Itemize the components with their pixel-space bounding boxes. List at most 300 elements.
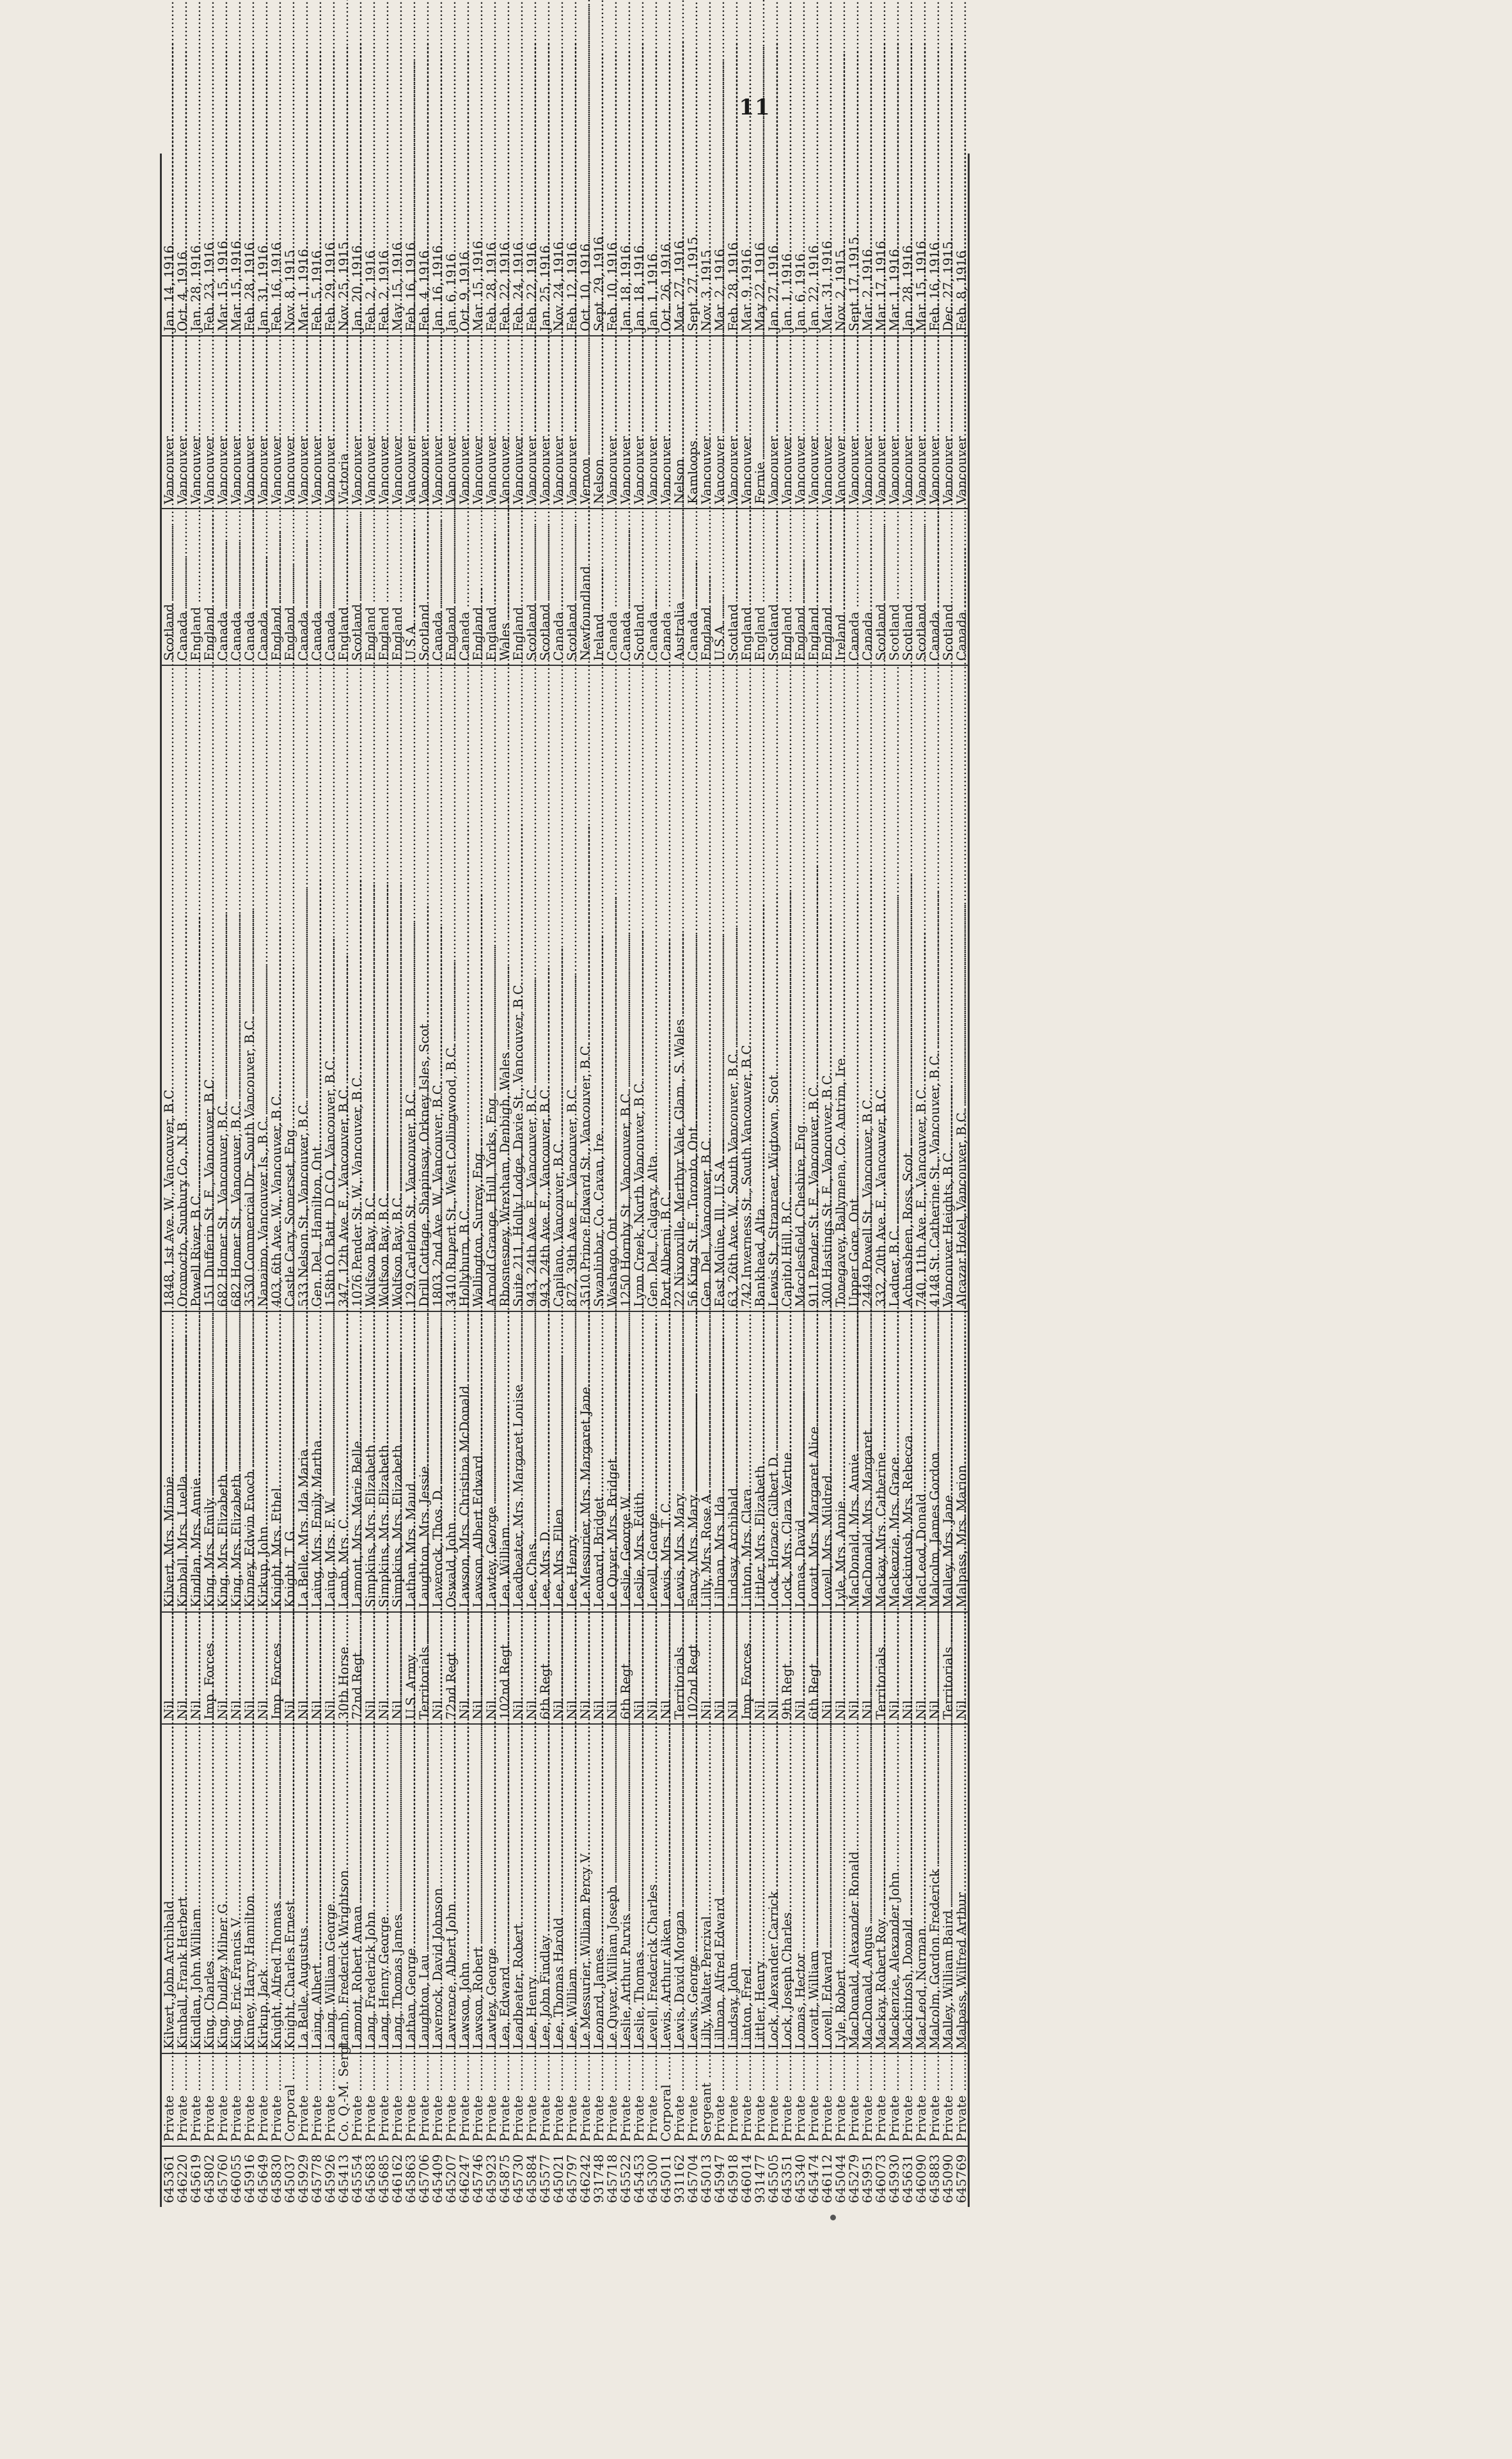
next-of-kin-cell: Lilly, Mrs. Rose A. .....: [699, 1311, 713, 1612]
birthplace-cell: Scotland .....: [887, 509, 901, 665]
date-of-enlistment-cell: Feb. 22, 1916: [498, 154, 511, 336]
next-of-kin-cell: Laverock, Thos. D. .....: [430, 1311, 444, 1612]
address-cell: Powell River, B.C. .....: [189, 665, 202, 1311]
birthplace-cell: England .....: [820, 509, 833, 665]
regimental-number-cell: 645554: [349, 2154, 365, 2203]
former-corps-cell: Nil .....: [484, 1612, 498, 1724]
regimental-number-cell: 645505: [765, 2154, 781, 2203]
address-cell: Arnold Grange, Hull, Yorks, Eng. .....: [484, 665, 498, 1311]
rank-cell: Private .....: [216, 2053, 229, 2146]
soldier-name-cell: Lewis, David Morgan .....: [672, 1724, 686, 2053]
next-of-kin-cell: Lee, Mrs. Ellen .....: [551, 1311, 565, 1612]
soldier-name-cell: Lindsay, John .....: [726, 1724, 739, 2053]
date-of-enlistment-cell: Sept. 27, 1915: [686, 154, 699, 336]
birthplace-cell: Canada .....: [618, 509, 632, 665]
next-of-kin-cell: Lock, Horace Gilbert D. .....: [766, 1311, 780, 1612]
former-corps-cell: Nil .....: [229, 1612, 242, 1724]
table-row: [592, 154, 605, 2207]
former-corps-cell: Nil .....: [189, 1612, 202, 1724]
rank-cell: Private .....: [524, 2053, 538, 2146]
date-of-enlistment-cell: Jan. 18, 1916: [632, 154, 645, 336]
birthplace-cell: Canada .....: [216, 509, 229, 665]
soldier-name-cell: Knight, Charles Ernest .....: [283, 1724, 296, 2053]
rank-cell: Private .....: [175, 2053, 189, 2146]
date-of-enlistment-cell: Feb. 8, 1916: [954, 154, 969, 336]
address-cell: Drill Cottage, Shapinsay, Orkney Isles, Scot. .....: [417, 665, 430, 1311]
table-row: [377, 154, 390, 2207]
birthplace-cell: England .....: [739, 509, 753, 665]
table-row: [216, 154, 229, 2207]
birthplace-cell: Canada .....: [847, 509, 860, 665]
regimental-number-cell: 645361: [161, 2146, 176, 2207]
next-of-kin-cell: Kinney, Edwin Enoch .....: [242, 1311, 256, 1612]
place-of-enlistment-cell: Nelson .....: [672, 336, 686, 509]
regimental-number-cell: 931748: [590, 2154, 606, 2203]
date-of-enlistment-cell: Jan. 18, 1916: [618, 154, 632, 336]
former-corps-cell: Nil .....: [457, 1612, 471, 1724]
next-of-kin-cell: King, Mrs. Emily .....: [202, 1311, 216, 1612]
former-corps-cell: U.S. Army .....: [404, 1612, 417, 1724]
date-of-enlistment-cell: Feb. 2, 1916: [363, 154, 377, 336]
address-cell: 1250 Hornby St., Vancouver, B.C. .....: [618, 665, 632, 1311]
next-of-kin-cell: Lee, Henry .....: [565, 1311, 578, 1612]
next-of-kin-cell: Lee, Mrs. D. .....: [538, 1311, 551, 1612]
rank-cell: Private .....: [444, 2053, 457, 2146]
date-of-enlistment-cell: Sept. 17, 1915: [847, 154, 860, 336]
former-corps-cell: Nil .....: [847, 1612, 860, 1724]
soldier-name-cell: Lilly, Walter Percival .....: [699, 1724, 713, 2053]
next-of-kin-cell: Knight, Mrs. Ethel .....: [269, 1311, 283, 1612]
soldier-name-cell: MacDonald, Alexander Ronald .....: [847, 1724, 860, 2053]
former-corps-cell: Nil .....: [659, 1612, 672, 1724]
place-of-enlistment-cell: Vancouver .....: [350, 336, 363, 509]
birthplace-cell: Canada .....: [605, 509, 618, 665]
rank-cell: Private .....: [269, 2053, 283, 2146]
date-of-enlistment-cell: Jan. 25, 1916: [538, 154, 551, 336]
place-of-enlistment-cell: Vancouver .....: [713, 336, 726, 509]
table-row: [444, 154, 457, 2207]
birthplace-cell: Australia .....: [672, 509, 686, 665]
next-of-kin-cell: Lawson, Mrs. Christina McDonald .....: [457, 1311, 471, 1612]
former-corps-cell: Nil .....: [753, 1612, 766, 1724]
former-corps-cell: Territorials .....: [417, 1612, 430, 1724]
rank-cell: Private .....: [498, 2053, 511, 2146]
regimental-number-cell: 645577: [537, 2154, 553, 2203]
address-cell: Macclesfield, Cheshire, Eng. .....: [793, 665, 807, 1311]
next-of-kin-cell: Kilvert, Mrs. Minnie .....: [161, 1311, 176, 1612]
table-row: [524, 154, 538, 2207]
soldier-name-cell: Mackintosh, Donald .....: [901, 1724, 914, 2053]
place-of-enlistment-cell: Vancouver .....: [444, 336, 457, 509]
address-cell: Nanaimo, Vancouver Is., B.C. .....: [256, 665, 269, 1311]
regimental-number-cell: 646220: [174, 2154, 190, 2203]
soldier-name-cell: La Belle, Augustus .....: [296, 1724, 310, 2053]
regimental-number-cell: 645884: [523, 2154, 539, 2203]
former-corps-cell: Nil .....: [242, 1612, 256, 1724]
soldier-name-cell: Kilvert, John Archibald .....: [161, 1724, 176, 2053]
former-corps-cell: Nil .....: [766, 1612, 780, 1724]
table-row: [793, 154, 807, 2207]
place-of-enlistment-cell: Vancouver .....: [726, 336, 739, 509]
table-row: [941, 154, 954, 2207]
address-cell: 911 Pender St. E., Vancouver, B.C. .....: [807, 665, 820, 1311]
next-of-kin-cell: Le Quyer, Mrs. Bridget .....: [605, 1311, 618, 1612]
place-of-enlistment-cell: Vancouver .....: [498, 336, 511, 509]
rank-cell: Private .....: [820, 2053, 833, 2146]
former-corps-cell: Nil .....: [713, 1612, 726, 1724]
regimental-number-cell: 646242: [577, 2154, 593, 2203]
former-corps-cell: Nil .....: [914, 1612, 927, 1724]
birthplace-cell: Newfoundland .....: [578, 509, 592, 665]
birthplace-cell: Scotland .....: [632, 509, 645, 665]
former-corps-cell: Nil .....: [605, 1612, 618, 1724]
place-of-enlistment-cell: Vancouver .....: [699, 336, 713, 509]
next-of-kin-cell: Leadbeater, Mrs. Margaret Louise .....: [511, 1311, 524, 1612]
next-of-kin-cell: Lathan, Mrs. Maud .....: [404, 1311, 417, 1612]
date-of-enlistment-cell: Jan. 31, 1916: [256, 154, 269, 336]
place-of-enlistment-cell: Kamloops .....: [686, 336, 699, 509]
next-of-kin-cell: Lock, Mrs. Clara Vertue .....: [780, 1311, 793, 1612]
table-row: [914, 154, 927, 2207]
next-of-kin-cell: King, Mrs. Elizabeth .....: [229, 1311, 242, 1612]
date-of-enlistment-cell: Jan. 6, 1916: [444, 154, 457, 336]
next-of-kin-cell: Linton, Mrs. Clara .....: [739, 1311, 753, 1612]
rank-cell: Private .....: [256, 2053, 269, 2146]
soldier-name-cell: King, Charles .....: [202, 1724, 216, 2053]
address-cell: Lewis St., Stranraer, Wigtown, Scot. .....: [766, 665, 780, 1311]
birthplace-cell: England .....: [189, 509, 202, 665]
birthplace-cell: Scotland .....: [524, 509, 538, 665]
former-corps-cell: Nil .....: [296, 1612, 310, 1724]
place-of-enlistment-cell: Vancouver .....: [256, 336, 269, 509]
former-corps-cell: 72nd Regt. .....: [444, 1612, 457, 1724]
next-of-kin-cell: Lovell, Mrs. Mildred .....: [820, 1311, 833, 1612]
birthplace-cell: Canada .....: [175, 509, 189, 665]
rank-cell: Private .....: [430, 2053, 444, 2146]
table-row: [860, 154, 874, 2207]
regimental-number-cell: 645760: [214, 2154, 230, 2203]
address-cell: Vancouver Heights, B.C. .....: [941, 665, 954, 1311]
birthplace-cell: England .....: [390, 509, 404, 665]
next-of-kin-cell: Mackay, Mrs. Catherine .....: [874, 1311, 887, 1612]
former-corps-cell: Nil .....: [833, 1612, 847, 1724]
place-of-enlistment-cell: Vancouver .....: [659, 336, 672, 509]
birthplace-cell: Canada .....: [659, 509, 672, 665]
address-cell: 3530 Commercial Dr., South Vancouver, B.C. .....: [242, 665, 256, 1311]
table-row: [954, 154, 969, 2207]
table-row: [833, 154, 847, 2207]
rank-cell: Private .....: [807, 2053, 820, 2146]
date-of-enlistment-cell: Sept. 29, 1916: [592, 154, 605, 336]
birthplace-cell: Ireland .....: [833, 509, 847, 665]
rank-cell: Private .....: [296, 2053, 310, 2146]
former-corps-cell: Nil .....: [565, 1612, 578, 1724]
table-row: [578, 154, 592, 2207]
former-corps-cell: Nil .....: [524, 1612, 538, 1724]
table-row: [471, 154, 484, 2207]
former-corps-cell: Imp. Forces .....: [202, 1612, 216, 1724]
next-of-kin-cell: MacDonald, Mrs. Annie .....: [847, 1311, 860, 1612]
date-of-enlistment-cell: Mar. 2, 1916: [713, 154, 726, 336]
address-cell: 4148 St. Catherine St., Vancouver, B.C. .....: [927, 665, 941, 1311]
regimental-number-cell: 645916: [241, 2154, 257, 2203]
former-corps-cell: Nil .....: [390, 1612, 404, 1724]
rank-cell: Private .....: [189, 2053, 202, 2146]
address-cell: 56 King St. E., Toronto, Ont. .....: [686, 665, 699, 1311]
regimental-number-cell: 645883: [926, 2154, 942, 2203]
regimental-number-cell: 645926: [322, 2154, 338, 2203]
next-of-kin-cell: Lindsay, Archibald .....: [726, 1311, 739, 1612]
regimental-number-cell: 645037: [281, 2154, 297, 2203]
next-of-kin-cell: Simpkins, Mrs. Elizabeth .....: [377, 1311, 390, 1612]
address-cell: 872, 39th Ave. E., Vancouver, B.C. .....: [565, 665, 578, 1311]
birthplace-cell: Canada .....: [430, 509, 444, 665]
soldier-name-cell: Malley, William Baird .....: [941, 1724, 954, 2053]
soldier-name-cell: Levell, Frederick Charles .....: [645, 1724, 659, 2053]
soldier-name-cell: Leadbeater, Robert .....: [511, 1724, 524, 2053]
place-of-enlistment-cell: Vancouver .....: [430, 336, 444, 509]
soldier-name-cell: King, Eric Francis V. .....: [229, 1724, 242, 2053]
place-of-enlistment-cell: Vancouver .....: [887, 336, 901, 509]
address-cell: Wallington, Surrey, Eng. .....: [471, 665, 484, 1311]
former-corps-cell: Territorials .....: [874, 1612, 887, 1724]
next-of-kin-cell: Mackenzie, Mrs. Grace .....: [887, 1311, 901, 1612]
former-corps-cell: Nil .....: [551, 1612, 565, 1724]
date-of-enlistment-cell: Feb. 12, 1916: [565, 154, 578, 336]
table-row: [283, 154, 296, 2207]
date-of-enlistment-cell: Dec. 27, 1915: [941, 154, 954, 336]
table-row: [618, 154, 632, 2207]
next-of-kin-cell: Lamb, Mrs. C. .....: [336, 1311, 350, 1612]
address-cell: 682 Homer St., Vancouver, B.C. .....: [229, 665, 242, 1311]
address-cell: Wolfson Bay, B.C. .....: [363, 665, 377, 1311]
place-of-enlistment-cell: Vancouver .....: [847, 336, 860, 509]
address-cell: 682 Homer St., Vancouver, B.C. .....: [216, 665, 229, 1311]
table-row: [350, 154, 363, 2207]
regimental-number-cell: 645797: [563, 2154, 579, 2203]
regimental-number-cell: 645619: [187, 2154, 203, 2203]
date-of-enlistment-cell: Feb. 28, 1916: [242, 154, 256, 336]
place-of-enlistment-cell: Vancouver .....: [551, 336, 565, 509]
soldier-name-cell: Lawrence, Albert John .....: [444, 1724, 457, 2053]
address-cell: 1848, 1st Ave. W., Vancouver, B.C. .....: [161, 665, 176, 1311]
date-of-enlistment-cell: Nov. 25, 1915: [336, 154, 350, 336]
former-corps-cell: Nil .....: [310, 1612, 323, 1724]
soldier-name-cell: Lamont, Robert Aman .....: [350, 1724, 363, 2053]
place-of-enlistment-cell: Vancouver .....: [161, 336, 176, 509]
date-of-enlistment-cell: Mar. 15, 1916: [471, 154, 484, 336]
date-of-enlistment-cell: Mar. 17, 1916: [874, 154, 887, 336]
rank-cell: Private .....: [672, 2053, 686, 2146]
next-of-kin-cell: Kirkup, John .....: [256, 1311, 269, 1612]
place-of-enlistment-cell: Vancouver .....: [538, 336, 551, 509]
next-of-kin-cell: Lea, William .....: [498, 1311, 511, 1612]
table-row: [739, 154, 753, 2207]
date-of-enlistment-cell: May 22, 1916: [753, 154, 766, 336]
table-row: [189, 154, 202, 2207]
next-of-kin-cell: Kimball, Mrs. Luella .....: [175, 1311, 189, 1612]
table-row: [296, 154, 310, 2207]
former-corps-cell: Nil .....: [323, 1612, 336, 1724]
place-of-enlistment-cell: Vancouver .....: [807, 336, 820, 509]
next-of-kin-cell: Laughton, Mrs. Jessie .....: [417, 1311, 430, 1612]
address-cell: Gen. Del., Hamilton, Ont. .....: [310, 665, 323, 1311]
soldier-name-cell: Lillman, Alfred Edward .....: [713, 1724, 726, 2053]
birthplace-cell: Scotland .....: [161, 509, 176, 665]
next-of-kin-cell: Lillman, Mrs. Ida .....: [713, 1311, 726, 1612]
date-of-enlistment-cell: Oct. 10, 1916: [578, 154, 592, 336]
regimental-number-cell: 645830: [268, 2154, 284, 2203]
address-cell: Oromocto, Sunbury Co., N.B. .....: [175, 665, 189, 1311]
former-corps-cell: Imp. Forces .....: [269, 1612, 283, 1724]
date-of-enlistment-cell: Mar. 2, 1916: [860, 154, 874, 336]
place-of-enlistment-cell: Vancouver .....: [283, 336, 296, 509]
rank-cell: Private .....: [242, 2053, 256, 2146]
soldier-name-cell: Lee, Henry .....: [524, 1724, 538, 2053]
table-row: [242, 154, 256, 2207]
soldier-name-cell: Lyle, Robert .....: [833, 1724, 847, 2053]
next-of-kin-cell: Lee, Chas. .....: [524, 1311, 538, 1612]
regimental-number-cell: 645683: [362, 2154, 378, 2203]
address-cell: Rhosnesney, Wrexham, Denbigh, Wales .....: [498, 665, 511, 1311]
date-of-enlistment-cell: Nov. 2, 1915: [833, 154, 847, 336]
place-of-enlistment-cell: Vancouver .....: [645, 336, 659, 509]
next-of-kin-cell: La Belle, Mrs. Ida Maria .....: [296, 1311, 310, 1612]
former-corps-cell: 6th Regt. .....: [538, 1612, 551, 1724]
place-of-enlistment-cell: Vancouver .....: [954, 336, 969, 509]
place-of-enlistment-cell: Vancouver .....: [739, 336, 753, 509]
date-of-enlistment-cell: Mar. 15, 1916: [216, 154, 229, 336]
soldier-name-cell: Lathan, George .....: [404, 1724, 417, 2053]
date-of-enlistment-cell: Mar. 27, 1916: [672, 154, 686, 336]
rank-cell: Private .....: [417, 2053, 430, 2146]
rank-cell: Private .....: [605, 2053, 618, 2146]
soldier-name-cell: Lewis, Arthur Aiken .....: [659, 1724, 672, 2053]
table-row: [847, 154, 860, 2207]
rank-cell: Private .....: [860, 2053, 874, 2146]
date-of-enlistment-cell: Mar. 31, 1916: [820, 154, 833, 336]
former-corps-cell: Nil .....: [175, 1612, 189, 1724]
birthplace-cell: Canada .....: [296, 509, 310, 665]
rank-cell: Private .....: [323, 2053, 336, 2146]
soldier-name-cell: Leonard, James .....: [592, 1724, 605, 2053]
rank-cell: Private .....: [901, 2053, 914, 2146]
next-of-kin-cell: Malcolm, James Gordon .....: [927, 1311, 941, 1612]
former-corps-cell: 72nd Regt. .....: [350, 1612, 363, 1724]
birthplace-cell: Canada .....: [551, 509, 565, 665]
place-of-enlistment-cell: Vancouver .....: [820, 336, 833, 509]
former-corps-cell: 102nd Regt. .....: [498, 1612, 511, 1724]
soldier-name-cell: Lewis, George .....: [686, 1724, 699, 2053]
former-corps-cell: 9th Regt. .....: [780, 1612, 793, 1724]
address-cell: 943, 24th Ave. E., Vancouver, B.C. .....: [524, 665, 538, 1311]
table-row: [175, 154, 189, 2207]
place-of-enlistment-cell: Vancouver .....: [860, 336, 874, 509]
place-of-enlistment-cell: Vancouver .....: [202, 336, 216, 509]
regimental-number-cell: 646090: [913, 2154, 929, 2203]
rank-cell: Private .....: [645, 2053, 659, 2146]
birthplace-cell: England .....: [511, 509, 524, 665]
date-of-enlistment-cell: Jan. 1, 1916: [780, 154, 793, 336]
place-of-enlistment-cell: Vancouver .....: [833, 336, 847, 509]
soldier-name-cell: Kinney, Harry Hamilton .....: [242, 1724, 256, 2053]
soldier-name-cell: Littler, Henry .....: [753, 1724, 766, 2053]
former-corps-cell: Nil .....: [363, 1612, 377, 1724]
birthplace-cell: England .....: [484, 509, 498, 665]
date-of-enlistment-cell: Mar. 15, 1916: [914, 154, 927, 336]
date-of-enlistment-cell: Feb. 28, 1916: [484, 154, 498, 336]
place-of-enlistment-cell: Vancouver .....: [377, 336, 390, 509]
table-row: [820, 154, 833, 2207]
next-of-kin-cell: Lamont, Mrs. Marie Belle .....: [350, 1311, 363, 1612]
regimental-number-cell: 645474: [805, 2154, 821, 2203]
former-corps-cell: Nil .....: [471, 1612, 484, 1724]
rank-cell: Private .....: [578, 2053, 592, 2146]
address-cell: Ladner, B.C. .....: [887, 665, 901, 1311]
birthplace-cell: England .....: [283, 509, 296, 665]
soldier-name-cell: Kimball, Frank Herbert .....: [175, 1724, 189, 2053]
address-cell: 2449 Powell St., Vancouver, B.C. .....: [860, 665, 874, 1311]
address-cell: 740, 11th Ave. E., Vancouver, B.C. .....: [914, 665, 927, 1311]
date-of-enlistment-cell: Feb. 16, 1916: [404, 154, 417, 336]
soldier-name-cell: Lang, Thomas James .....: [390, 1724, 404, 2053]
next-of-kin-cell: Lawtey, George .....: [484, 1311, 498, 1612]
regimental-number-cell: 645951: [859, 2154, 875, 2203]
next-of-kin-cell: Knight, T. G. .....: [283, 1311, 296, 1612]
next-of-kin-cell: Lovatt, Mrs. Margaret Alice .....: [807, 1311, 820, 1612]
birthplace-cell: England .....: [807, 509, 820, 665]
rank-cell: Private .....: [377, 2053, 390, 2146]
regimental-number-cell: 645930: [886, 2154, 902, 2203]
place-of-enlistment-cell: Vancouver .....: [524, 336, 538, 509]
place-of-enlistment-cell: Vancouver .....: [310, 336, 323, 509]
former-corps-cell: Nil .....: [927, 1612, 941, 1724]
rank-cell: Private .....: [793, 2053, 807, 2146]
table-row: [390, 154, 404, 2207]
place-of-enlistment-cell: Vancouver .....: [323, 336, 336, 509]
birthplace-cell: Canada .....: [310, 509, 323, 665]
table-row: [551, 154, 565, 2207]
place-of-enlistment-cell: Vancouver .....: [363, 336, 377, 509]
regimental-number-cell: 645947: [711, 2154, 727, 2203]
place-of-enlistment-cell: Vernon .....: [578, 336, 592, 509]
address-cell: 158th O. Batt., D.C.O., Vancouver, B.C. .....: [323, 665, 336, 1311]
birthplace-cell: Scotland .....: [417, 509, 430, 665]
date-of-enlistment-cell: Mar. 15, 1916: [229, 154, 242, 336]
soldier-name-cell: Lea, Edward .....: [498, 1724, 511, 2053]
address-cell: Gen. Del., Vancouver, B.C. .....: [699, 665, 713, 1311]
table-row: [766, 154, 780, 2207]
next-of-kin-cell: Simpkins, Mrs. Elizabeth .....: [363, 1311, 377, 1612]
regimental-number-cell: 645875: [496, 2154, 512, 2203]
birthplace-cell: Canada .....: [927, 509, 941, 665]
former-corps-cell: Nil .....: [578, 1612, 592, 1724]
next-of-kin-cell: Kindlan, Mrs. Annie .....: [189, 1311, 202, 1612]
address-cell: Lynn Creek, North Vancouver, B.C. .....: [632, 665, 645, 1311]
address-cell: 63, 26th Ave. W., South Vancouver, B.C. .....: [726, 665, 739, 1311]
place-of-enlistment-cell: Vancouver .....: [565, 336, 578, 509]
soldier-name-cell: Kirkup, Jack .....: [256, 1724, 269, 2053]
birthplace-cell: England .....: [202, 509, 216, 665]
regimental-number-cell: 646247: [456, 2154, 472, 2203]
soldier-name-cell: Mackenzie, Alexander John .....: [887, 1724, 901, 2053]
former-corps-cell: 30th Horse .....: [336, 1612, 350, 1724]
next-of-kin-cell: Laing, Mrs. F. W. .....: [323, 1311, 336, 1612]
table-row: [310, 154, 323, 2207]
table-row: [699, 154, 713, 2207]
soldier-name-cell: Kindlan, John William .....: [189, 1724, 202, 2053]
date-of-enlistment-cell: Mar. 9, 1916: [739, 154, 753, 336]
